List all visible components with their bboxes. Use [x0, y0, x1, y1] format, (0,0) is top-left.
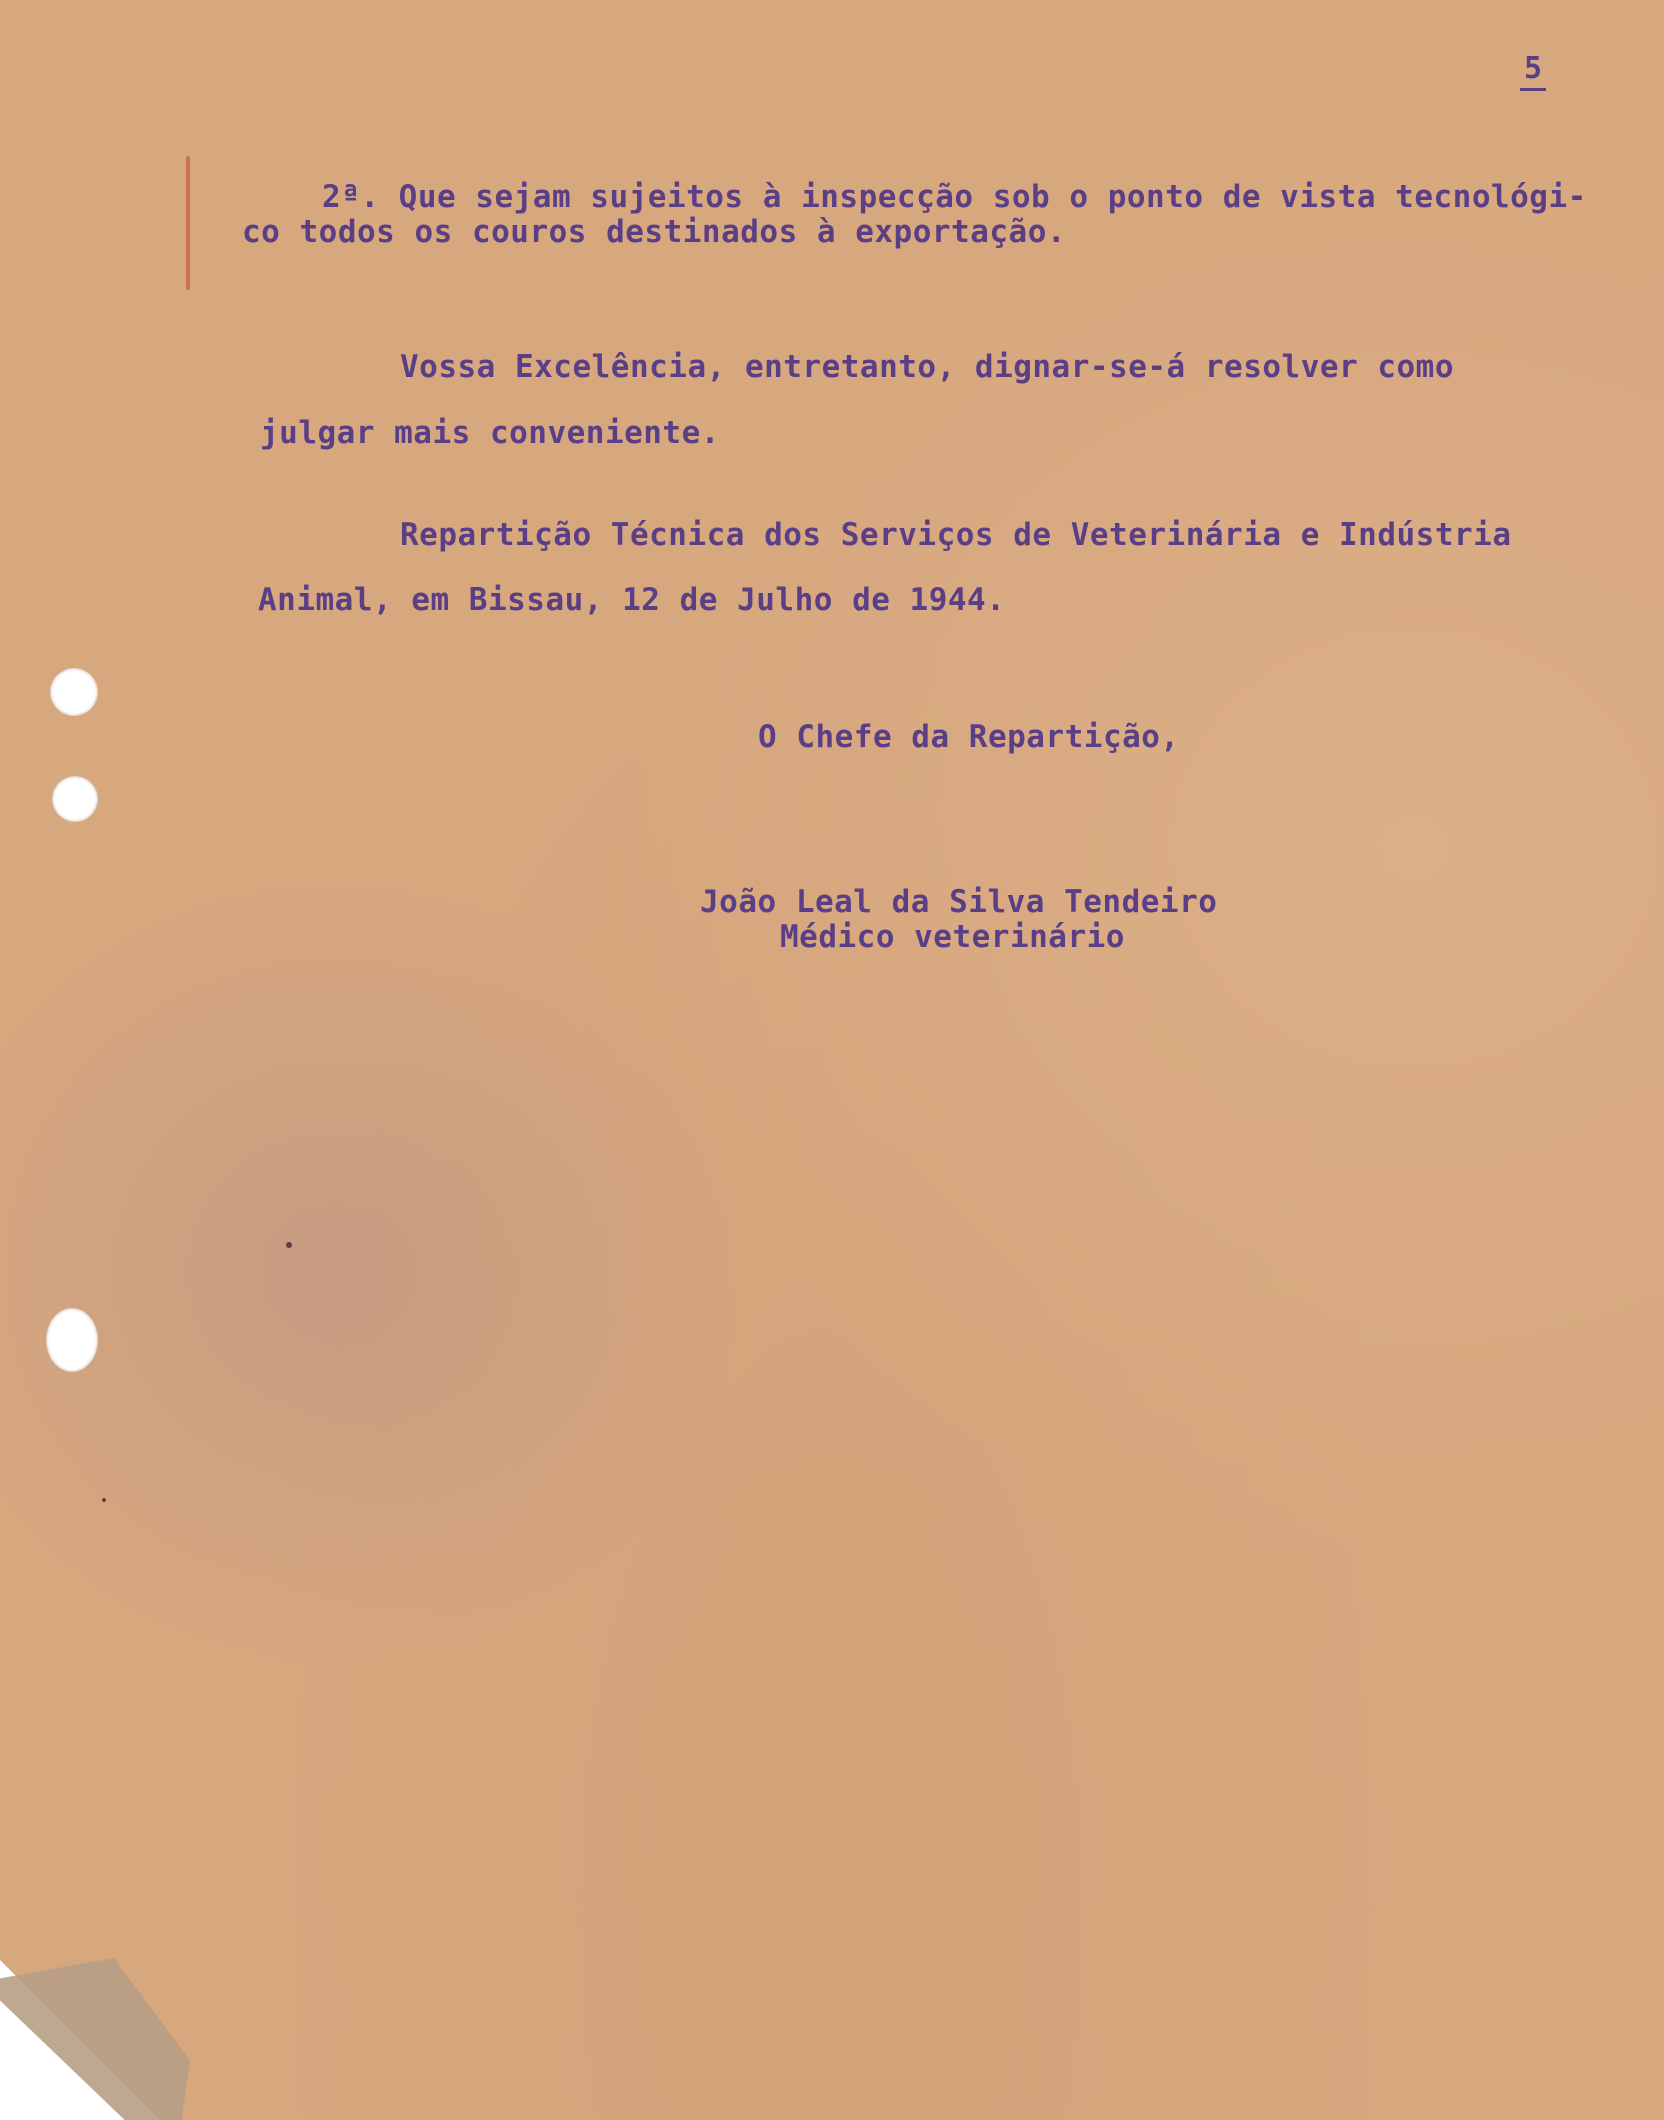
signature-title: O Chefe da Repartição, [758, 719, 1180, 755]
margin-mark [186, 156, 190, 290]
signatory-role: Médico veterinário [780, 919, 1125, 955]
ink-speck [102, 1498, 106, 1502]
punch-hole [52, 776, 98, 822]
page-number: 5 [1520, 54, 1546, 91]
place-date-line2: Animal, em Bissau, 12 de Julho de 1944. [258, 582, 1006, 618]
closing-line2: julgar mais conveniente. [260, 415, 720, 451]
punch-hole [50, 668, 98, 716]
punch-hole [46, 1308, 98, 1372]
ink-speck [286, 1242, 292, 1248]
signatory-name: João Leal da Silva Tendeiro [700, 884, 1218, 920]
closing-line1: Vossa Excelência, entretanto, dignar-se-á resolver como [400, 349, 1454, 385]
item2-line1: 2ª. Que sejam sujeitos à inspecção sob o ponto de vista tecnológi- [322, 179, 1587, 215]
item2-line2: co todos os couros destinados à exportação. [242, 214, 1067, 250]
place-date-line1: Repartição Técnica dos Serviços de Veterinária e Indústria [400, 517, 1512, 553]
